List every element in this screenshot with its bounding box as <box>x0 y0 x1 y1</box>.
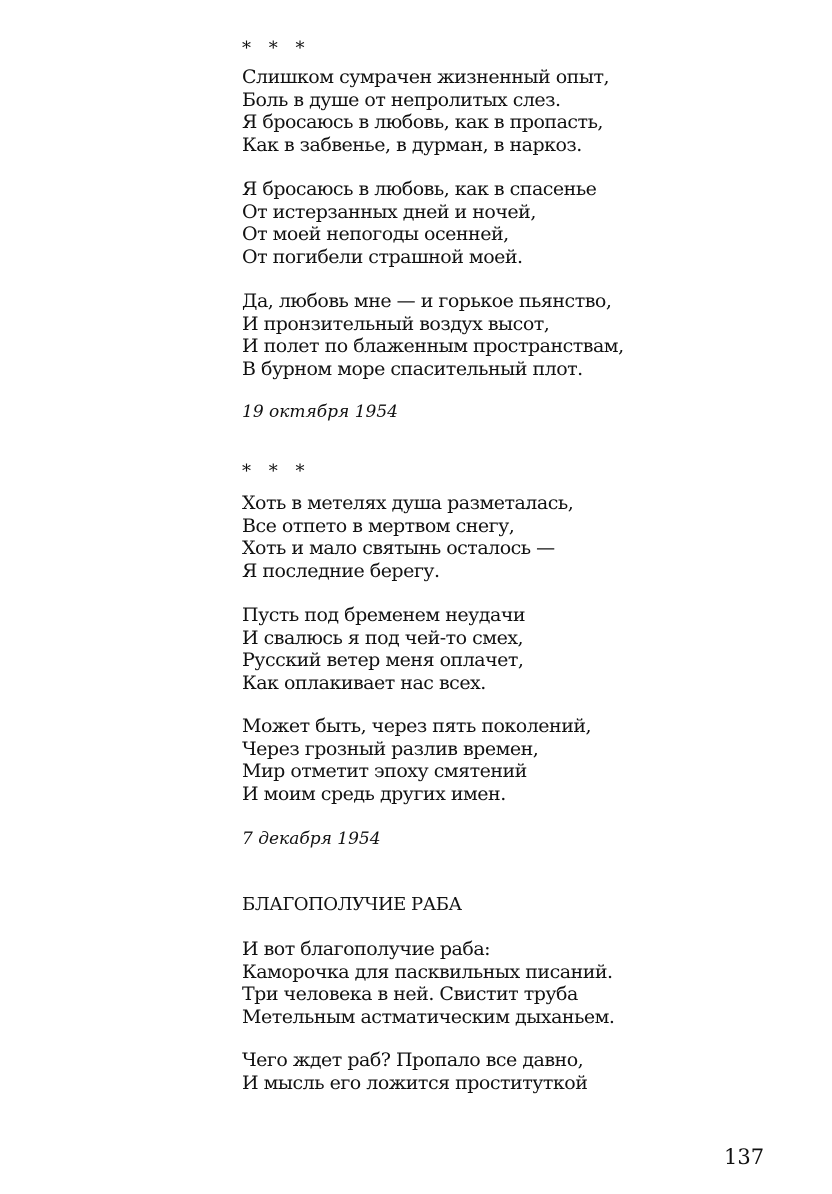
poem-line: Я последние берегу. <box>242 559 440 582</box>
poem-line: Пусть под бременем неудачи <box>242 604 526 626</box>
poem2-stanza-1 <box>242 492 573 582</box>
poem1-stanza-2 <box>242 178 596 268</box>
poem-line: От погибели страшной моей. <box>242 245 523 268</box>
poem2-asterisks: * * * <box>242 461 311 482</box>
poem3-stanza-2 <box>242 1049 587 1094</box>
poem-line: И полет по блаженным пространствам, <box>242 335 624 358</box>
poem-line: И мысль его ложится проституткой <box>242 1071 588 1094</box>
poem-line: В бурном море спасительный плот. <box>242 357 583 380</box>
poem1-asterisks: * * * <box>242 38 311 59</box>
poem-line: Метельным астматическим дыханьем. <box>242 1005 615 1028</box>
poem-line: Через грозный разлив времен, <box>242 737 539 760</box>
poem1-stanza-1 <box>242 66 609 156</box>
poem-line: Три человека в ней. Свистит труба <box>242 983 578 1006</box>
poem-line: Все отпето в мертвом снегу, <box>242 514 515 537</box>
poem-line: Русский ветер меня оплачет, <box>242 649 524 672</box>
poem-line: От истерзанных дней и ночей, <box>242 200 536 223</box>
poem-line: И свалюсь я под чей-то смех, <box>242 626 524 649</box>
poem3-title: БЛАГОПОЛУЧИЕ РАБА <box>242 894 462 915</box>
poem-line: От моей непогоды осенней, <box>242 223 509 246</box>
page-number: 137 <box>724 1145 765 1169</box>
poem-line: Может быть, через пять поколений, <box>242 715 592 737</box>
poem-line: Да, любовь мне — и горькое пьянство, <box>242 290 612 312</box>
poem-line: Как оплакивает нас всех. <box>242 671 486 694</box>
poem-line: Боль в душе от непролитых слез. <box>242 88 561 111</box>
poem-line: Чего ждет раб? Пропало все давно, <box>242 1049 584 1071</box>
poem-line: Я бросаюсь в любовь, как в пропасть, <box>242 111 603 134</box>
poem-line: Хоть и мало святынь осталось — <box>242 537 555 560</box>
poem-line: Каморочка для пасквильных писаний. <box>242 960 613 983</box>
poem1-stanza-3 <box>242 290 624 380</box>
poem-line: И моим средь других имен. <box>242 782 506 805</box>
poem-line: Слишком сумрачен жизненный опыт, <box>242 66 610 88</box>
poem2-date: 7 декабря 1954 <box>242 829 381 849</box>
poem2-stanza-2 <box>242 604 525 694</box>
poem-line: Мир отметит эпоху смятений <box>242 760 527 783</box>
poem-line: Хоть в метелях душа разметалась, <box>242 492 574 514</box>
poem-line: Как в забвенье, в дурман, в наркоз. <box>242 133 582 156</box>
poem3-stanza-1 <box>242 938 614 1028</box>
poem-line: Я бросаюсь в любовь, как в спасенье <box>242 178 597 200</box>
poem-line: И пронзительный воздух высот, <box>242 312 550 335</box>
poem-line: И вот благополучие раба: <box>242 938 491 960</box>
poem2-stanza-3 <box>242 715 591 805</box>
poem1-date: 19 октября 1954 <box>242 402 398 422</box>
